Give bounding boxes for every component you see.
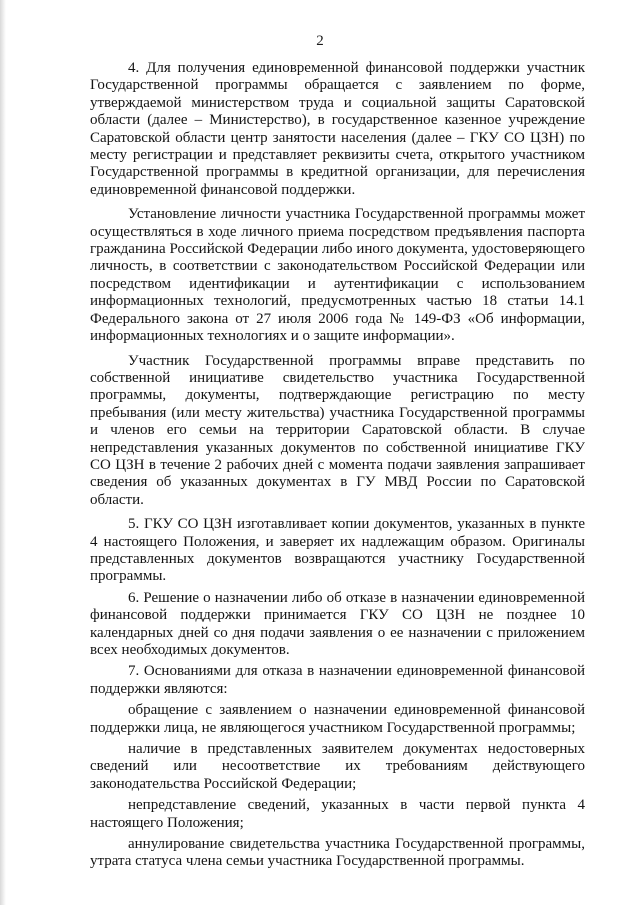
refusal-reason-item: наличие в представленных заявителем документах недостоверных сведений или несоответствие их требованиям действующего законодательства Российской Федерации; <box>90 741 585 792</box>
paragraph-4: 4. Для получения единовременной финансовой поддержки участник Государственной программы обращается с заявлением по форме, утверждаемой министерством труда и социальной защиты Саратовской области (далее – Министерство), в государственное казенное учреждение Саратовской области центр занятости населения (далее – ГКУ СО ЦЗН) по месту регистрации и представляет реквизиты счета, открытого участником Государственной программы в кредитной организации, для перечисления единовременной финансовой поддержки. <box>90 60 585 198</box>
refusal-reason-item: обращение с заявлением о назначении единовременной финансовой поддержки лица, не являющегося участником Государственной программы; <box>90 702 585 736</box>
paragraph-6: 6. Решение о назначении либо об отказе в назначении единовременной финансовой поддержки принимается ГКУ СО ЦЗН не позднее 10 календарных дней со дня подачи заявления о ее назначении с приложением всех необходимых документов. <box>90 589 585 658</box>
paragraph-7: 7. Основаниями для отказа в назначении единовременной финансовой поддержки являются: <box>90 663 585 697</box>
paragraph-5: 5. ГКУ СО ЦЗН изготавливает копии документов, указанных в пункте 4 настоящего Положения, и заверяет их надлежащим образом. Оригиналы представленных документов возвращаются участнику Государственной программы. <box>90 516 585 585</box>
refusal-reason-item: аннулирование свидетельства участника Государственной программы, утрата статуса члена семьи участника Государственной программы. <box>90 836 585 870</box>
paragraph-identification: Установление личности участника Государственной программы может осуществляться в ходе личного приема посредством предъявления паспорта гражданина Российской Федерации либо иного документа, удостоверяющего личность, в соответствии с законодательством Российской Федерации или посредством идентификации и аутентификации с использованием информационных технологий, предусмотренных частью 18 статьи 14.1 Федерального закона от 27 июля 2006 года № 149-ФЗ «Об информации, информационных технологиях и о защите информации». <box>90 206 585 345</box>
refusal-reason-item: непредставление сведений, указанных в части первой пункта 4 настоящего Положения; <box>90 797 585 831</box>
document-body <box>90 60 585 875</box>
page-number: 2 <box>316 33 324 49</box>
scan-edge <box>0 0 6 905</box>
paragraph-optional-documents: Участник Государственной программы вправе представить по собственной инициативе свидетельство участника Государственной программы, документы, подтверждающие регистрацию по месту пребывания (или месту жительства) участника Государственной программы и членов его семьи на территории Саратовской области. В случае непредставления указанных документов по собственной инициативе ГКУ СО ЦЗН в течение 2 рабочих дней с момента подачи заявления запрашивает сведения об указанных документах в ГУ МВД России по Саратовской области. <box>90 352 585 508</box>
